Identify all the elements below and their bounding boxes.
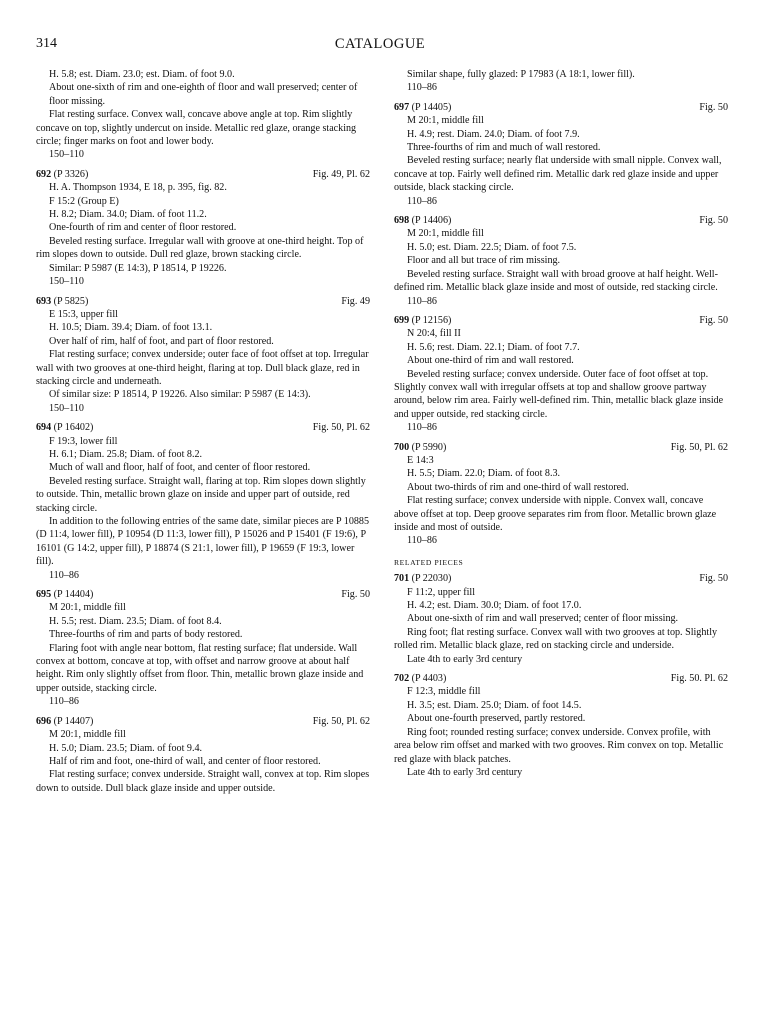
entry-number: 693 [36,295,52,307]
entry-date: 110–86 [407,535,437,547]
entry-line: F 19:3, lower fill [49,435,118,447]
entry-date: 110–86 [407,295,437,307]
entry-id [394,314,451,327]
entry-line: H. 4.2; est. Diam. 30.0; Diam. of foot 17.0. [407,600,582,612]
catalogue-entry [394,572,728,666]
entry-number: 697 [394,101,410,113]
entry-line: H. 5.6; rest. Diam. 22.1; Diam. of foot 7.7. [407,341,580,353]
entry-paragraph: Beveled resting surface. Straight wall with broad groove at half height. Well-defined rim. Metallic black glaze inside and most of outside, red stacking circle. [394,268,718,294]
continued-entry [36,68,370,162]
entry-line: M 20:1, middle fill [407,228,484,240]
figure-reference: Fig. 49, Pl. 62 [312,168,370,180]
inventory-number: (P 4403) [411,673,447,685]
right-column [394,68,728,785]
entry-paragraph: Ring foot; flat resting surface. Convex wall with two grooves at top. Slightly rolled rim. Metallic black glaze, red on stacking circle and underside. [394,626,718,652]
inventory-number: (P 14406) [411,215,452,227]
entry-id [394,214,451,227]
entry-line: E 15:3, upper fill [49,308,118,320]
entry-line: H. A. Thompson 1934, E 18, p. 395, fig. 82. [49,182,227,194]
entry-paragraph: Flat resting surface; convex underside; outer face of foot offset at top. Irregular wall with two grooves at one-third height, flaring at top. Dull black glaze, red in stacking circle and underneath. [36,349,369,387]
entry-paragraph: Similar shape, fully glazed: P 17983 (A 18:1, lower fill). [407,69,635,80]
entry-line: H. 5.0; est. Diam. 22.5; Diam. of foot 7.5. [407,241,577,253]
figure-reference: Fig. 50 [699,215,728,227]
entry-paragraph: Beveled resting surface. Straight wall, flaring at top. Rim slopes down slightly to outside. Thin, metallic brown glaze on inside and upper part of outside, red stacking circle. [36,475,366,514]
continued-entry [394,68,728,95]
entry-line: M 20:1, middle fill [407,115,484,127]
entry-heading [394,672,728,685]
entry-date: Late 4th to early 3rd century [407,766,523,778]
entry-number: 702 [394,673,410,685]
entry-line: M 20:1, middle fill [49,602,126,614]
entry-date: 150–110 [49,149,84,161]
entry-paragraph: Of similar size: P 18514, P 19226. Also similar: P 5987 (E 14:3). [49,389,311,401]
entry-line: F 12:3, middle fill [407,686,481,698]
entry-paragraph: Similar: P 5987 (E 14:3), P 18514, P 19226. [49,262,227,274]
entry-date: 110–86 [407,82,437,94]
entry-number: 696 [36,715,52,727]
entry-line: F 11:2, upper fill [407,586,476,598]
entry-line: M 20:1, middle fill [49,729,126,741]
entry-line: About two-thirds of rim and one-third of wall restored. [407,481,629,493]
left-column [36,68,370,801]
entry-paragraph: In addition to the following entries of the same date, similar pieces are P 10885 (D 11:4, lower fill), P 10954 (D 11:3, lower fill), P 15026 and P 15401 (F 19:6), P 16101 (G 14:2, upper fill), P 18874 (S 21:1, lower fill), P 19659 (F 19:3, lower fill). [36,516,370,568]
figure-reference: Fig. 50 [699,573,728,585]
entry-id [36,168,88,181]
entry-paragraph: Beveled resting surface; convex underside. Outer face of foot offset at top. Slightly convex wall with irregular offsets at top and shallow groove partway around, below rim area. Fairly well-defined rim. Thin, metallic black glaze inside and upper outside, red stacking circle. [394,368,724,420]
entry-line: About one-sixth of rim and wall preserved; center of floor missing. [407,613,679,625]
figure-reference: Fig. 50 [699,101,728,113]
entry-line: About one-sixth of rim and one-eighth of floor and wall preserved; center of floor missing. [49,82,358,107]
entry-line: H. 5.5; Diam. 22.0; Diam. of foot 8.3. [407,468,561,480]
entry-paragraph: Flat resting surface; convex underside with nipple. Convex wall, concave above offset at top. Deep groove separates rim from floor. Metallic brown glaze inside and most of outside. [394,495,717,533]
figure-reference: Fig. 50 [341,589,370,601]
entry-paragraph: Ring foot; rounded resting surface; convex underside. Convex profile, with area below rim offset and marked with two grooves. Rim convex on top. Metallic red glaze with black patches. [394,726,724,765]
entry-heading [36,295,370,308]
entry-line: H. 5.5; rest. Diam. 23.5; Diam. of foot 8.4. [49,615,222,627]
inventory-number: (P 3326) [53,168,89,180]
entry-heading [394,441,728,454]
page-number: 314 [36,36,57,51]
entry-heading [36,168,370,181]
figure-reference: Fig. 50, Pl. 62 [670,441,728,453]
entry-line: H. 10.5; Diam. 39.4; Diam. of foot 13.1. [49,322,213,334]
entry-number: 692 [36,168,52,180]
figure-reference: Fig. 49 [341,295,370,307]
running-head: CATALOGUE [334,36,426,52]
entry-date: 110–86 [49,696,79,708]
entry-line: H. 5.8; est. Diam. 23.0; est. Diam. of foot 9.0. [49,69,235,80]
entry-line: Three-fourths of rim and much of wall restored. [407,142,601,154]
entry-id [36,588,93,601]
entry-line: About one-fourth preserved, partly restored. [407,713,586,725]
catalogue-entry [36,715,370,795]
entry-line: Much of wall and floor, half of foot, and center of floor restored. [49,462,311,474]
inventory-number: (P 14404) [53,589,94,601]
catalogue-entry [394,441,728,548]
entry-heading [394,572,728,585]
entry-line: H. 5.0; Diam. 23.5; Diam. of foot 9.4. [49,742,203,754]
section-title: RELATED PIECES [394,557,464,567]
entry-id [36,295,88,308]
entry-line: H. 3.5; est. Diam. 25.0; Diam. of foot 14.5. [407,699,582,711]
entry-paragraph: Flaring foot with angle near bottom, flat resting surface; flat underside. Wall convex at bottom, concave at top, with offset and narrow groove at about half height. Rim only slightly offset from floor. Thin, metallic brown glaze inside and upper outside, stacking circle. [36,642,364,694]
entry-number: 694 [36,422,52,434]
catalogue-entry [36,295,370,416]
figure-reference: Fig. 50, Pl. 62 [312,422,370,434]
entry-id [394,441,446,454]
entry-id [36,421,93,434]
inventory-number: (P 14407) [53,715,94,727]
inventory-number: (P 5825) [53,295,89,307]
page-header [36,36,724,54]
entry-date: 150–110 [49,276,84,288]
entry-paragraph: Beveled resting surface; nearly flat underside with small nipple. Convex wall, concave at top. Fairly well defined rim. Metallic dark red glaze inside and upper outside, black stacking circle. [394,155,722,194]
catalogue-entry [394,314,728,435]
entry-id [394,101,451,114]
entry-date: Late 4th to early 3rd century [407,653,523,665]
inventory-number: (P 22030) [411,573,452,585]
entry-id [36,715,93,728]
entry-number: 695 [36,589,52,601]
entry-heading [394,101,728,114]
entry-line: Three-fourths of rim and parts of body restored. [49,629,243,641]
catalogue-entry [394,214,728,308]
catalogue-entry [394,672,728,779]
entry-heading [394,214,728,227]
entry-line: H. 4.9; rest. Diam. 24.0; Diam. of foot 7.9. [407,128,580,140]
entry-line: Half of rim and foot, one-third of wall, and center of floor restored. [49,755,321,767]
entry-line: H. 6.1; Diam. 25.8; Diam. of foot 8.2. [49,448,203,460]
inventory-number: (P 14405) [411,101,452,113]
entry-line: Floor and all but trace of rim missing. [407,255,561,267]
entry-description: Flat resting surface. Convex wall, concave above angle at top. Rim slightly concave on top, slightly undercut on inside. Metallic red glaze, orange stacking circle; finger marks on foot and lower body. [36,109,357,148]
entry-id [394,672,446,685]
entry-line: H. 8.2; Diam. 34.0; Diam. of foot 11.2. [49,209,207,221]
entry-number: 698 [394,215,410,227]
entry-date: 110–86 [49,569,79,581]
entry-heading [36,421,370,434]
entry-heading [36,715,370,728]
inventory-number: (P 16402) [53,422,94,434]
entry-number: 701 [394,573,410,585]
figure-reference: Fig. 50, Pl. 62 [312,715,370,727]
entry-line: One-fourth of rim and center of floor restored. [49,222,237,234]
entry-line: About one-third of rim and wall restored. [407,355,574,367]
figure-reference: Fig. 50 [699,314,728,326]
inventory-number: (P 5990) [411,441,447,453]
entry-date: 110–86 [407,195,437,207]
figure-reference: Fig. 50. Pl. 62 [670,673,728,685]
entry-number: 699 [394,314,410,326]
entry-number: 700 [394,441,410,453]
entry-line: Over half of rim, half of foot, and part of floor restored. [49,335,274,347]
catalogue-entry [36,421,370,582]
entry-heading [394,314,728,327]
inventory-number: (P 12156) [411,314,452,326]
catalogue-entry [36,588,370,709]
entry-paragraph: Beveled resting surface. Irregular wall with groove at one-third height. Top of rim slopes down to outside. Dull red glaze, brown stacking circle. [36,235,364,261]
entry-heading [36,588,370,601]
entry-line: N 20:4, fill II [407,328,461,340]
catalogue-entry [394,101,728,208]
entry-line: F 15:2 (Group E) [49,195,119,207]
catalogue-entry [36,168,370,289]
entry-date: 150–110 [49,402,84,414]
entry-paragraph: Flat resting surface; convex underside. Straight wall, convex at top. Rim slopes down to outside. Dull black glaze inside and upper outside. [36,769,370,794]
entry-date: 110–86 [407,422,437,434]
entry-line: E 14:3 [407,454,434,466]
entry-id [394,572,451,585]
